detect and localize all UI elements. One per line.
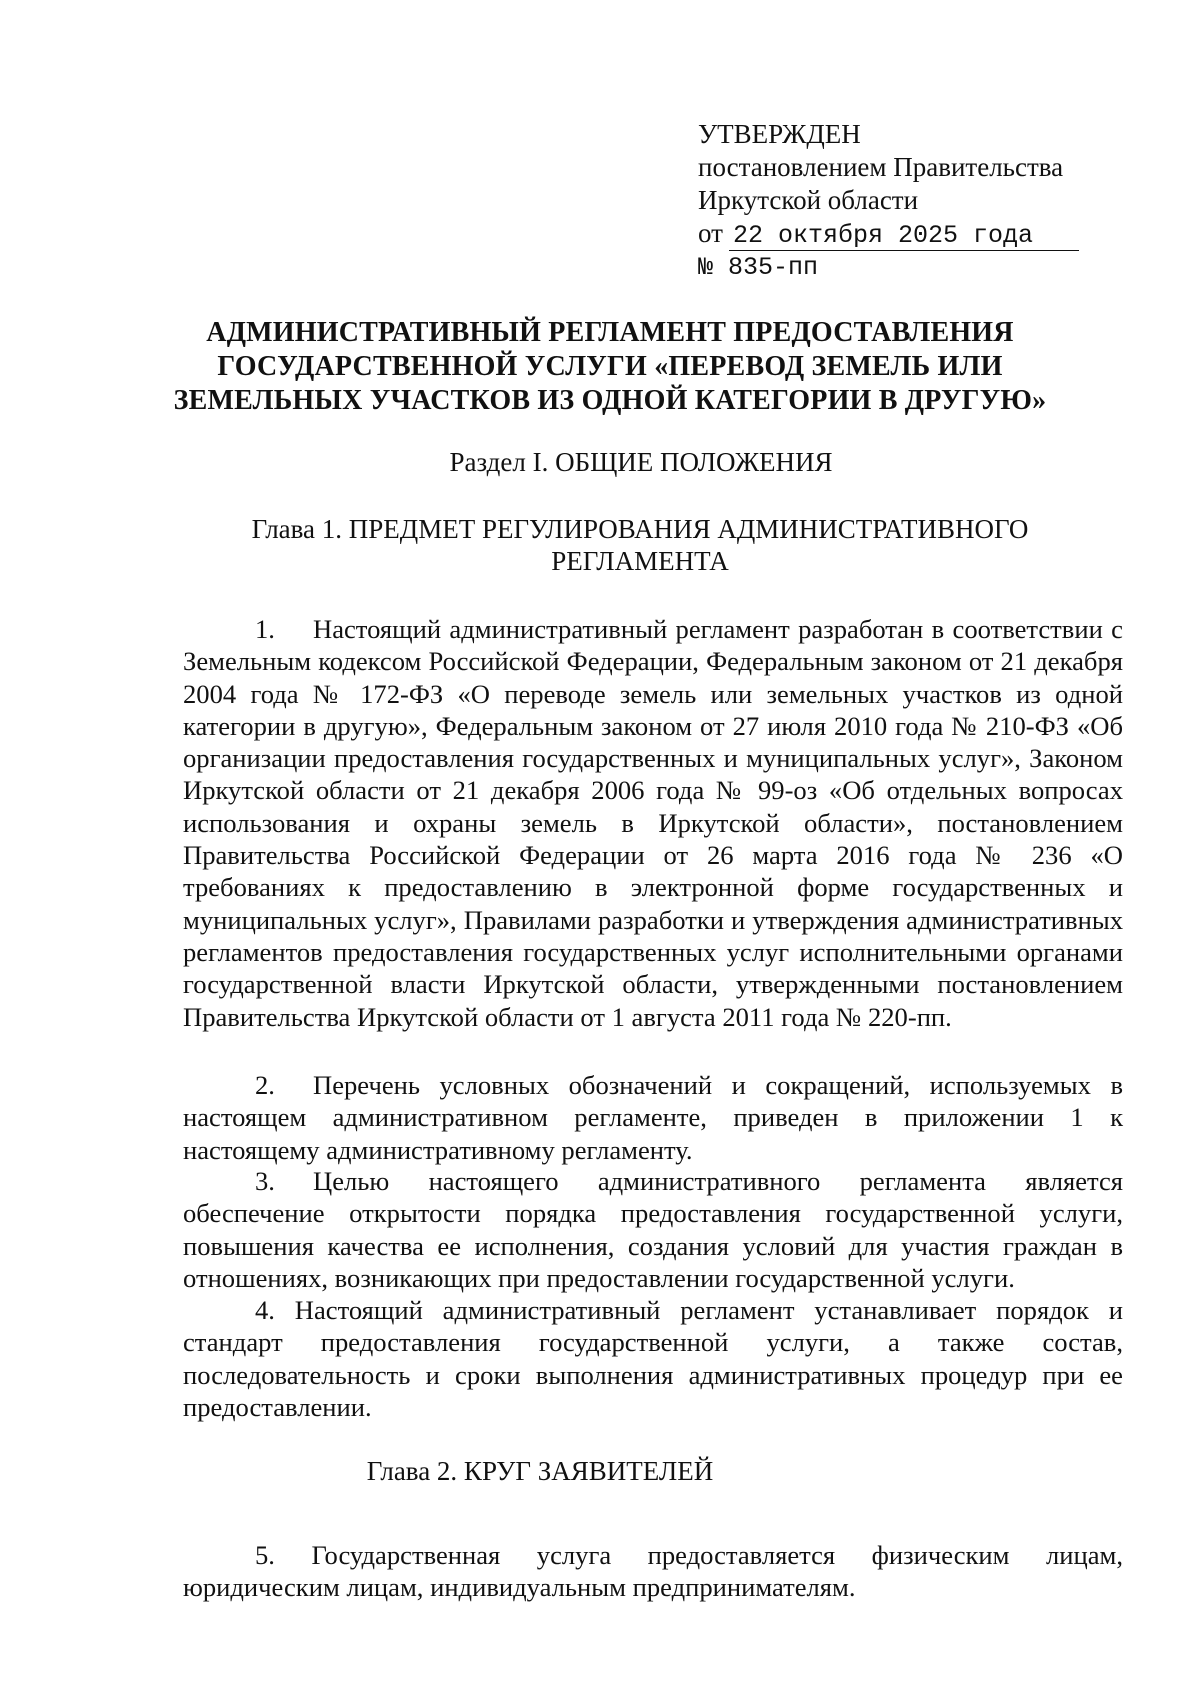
paragraph-2-text: Перечень условных обозначений и сокращений, используемых в настоящем административном регламенте, приведен в приложении 1 к настоящему административному регламенту. bbox=[183, 1070, 1123, 1165]
paragraph-4-number: 4. bbox=[255, 1295, 275, 1325]
approval-stamp bbox=[698, 118, 1079, 284]
approval-heading: УТВЕРЖДЕН bbox=[698, 119, 861, 149]
approval-date-row bbox=[698, 217, 1079, 251]
document-title-line1: АДМИНИСТРАТИВНЫЙ РЕГЛАМЕНТ ПРЕДОСТАВЛЕНИЯ bbox=[206, 317, 1014, 348]
document-title bbox=[150, 316, 1070, 418]
chapter1-heading bbox=[180, 513, 1100, 577]
approval-date-value: 22 октября 2025 года bbox=[729, 222, 1079, 251]
paragraph-3 bbox=[183, 1165, 1123, 1294]
paragraph-5-number: 5. bbox=[255, 1540, 275, 1570]
paragraph-1-text: Настоящий административный регламент разработан в соответствии с Земельным кодексом Российской Федерации, Федеральным законом от 21 декабря 2004 года № 172-ФЗ «О переводе земель или земельных участков из одной категории в другую», Федеральным законом от 27 июля 2010 года № 210-ФЗ «Об организации предоставления государственных и муниципальных услуг», Законом Иркутской области от 21 декабря 2006 года № 99-оз «Об отдельных вопросах использования и охраны земель в Иркутской области», постановлением Правительства Российской Федерации от 26 марта 2016 года № 236 «О требованиях к предоставлению в электронной форме государственных и муниципальных услуг», Правилами разработки и утверждения административных регламентов предоставления государственных услуг исполнительными органами государственной власти Иркутской области, утвержденными постановлением Правительства Иркутской области от 1 августа 2011 года № 220-пп. bbox=[183, 614, 1123, 1032]
document-title-line3: ЗЕМЕЛЬНЫХ УЧАСТКОВ ИЗ ОДНОЙ КАТЕГОРИИ В ДРУГУЮ» bbox=[173, 385, 1047, 416]
paragraph-4 bbox=[183, 1294, 1123, 1423]
approval-issuer-line2: Иркутской области bbox=[698, 185, 919, 215]
chapter1-heading-line2: РЕГЛАМЕНТА bbox=[551, 546, 729, 576]
paragraph-3-number: 3. bbox=[255, 1166, 275, 1196]
paragraph-3-text: Целью настоящего административного регламента является обеспечение открытости порядка предоставления государственной услуги, повышения качества ее исполнения, создания условий для участия граждан в отношениях, возникающих при предоставлении государственной услуги. bbox=[183, 1166, 1123, 1293]
approval-date-prefix: от bbox=[698, 218, 723, 248]
paragraph-1 bbox=[183, 613, 1123, 1033]
approval-number: № 835-пп bbox=[698, 253, 819, 282]
approval-issuer-line1: постановлением Правительства bbox=[698, 152, 1064, 182]
chapter2-heading: Глава 2. КРУГ ЗАЯВИТЕЛЕЙ bbox=[366, 1456, 714, 1486]
paragraph-1-number: 1. bbox=[255, 614, 275, 644]
section-heading: Раздел I. ОБЩИЕ ПОЛОЖЕНИЯ bbox=[449, 447, 833, 477]
paragraph-5 bbox=[183, 1539, 1123, 1604]
paragraph-5-text: Государственная услуга предоставляется физическим лицам, юридическим лицам, индивидуальным предпринимателям. bbox=[183, 1540, 1123, 1603]
paragraph-4-text: Настоящий административный регламент устанавливает порядок и стандарт предоставления государственной услуги, а также состав, последовательность и сроки выполнения административных процедур при ее предоставлении. bbox=[183, 1295, 1123, 1422]
paragraph-2 bbox=[183, 1069, 1123, 1166]
document-title-line2: ГОСУДАРСТВЕННОЙ УСЛУГИ «ПЕРЕВОД ЗЕМЕЛЬ ИЛИ bbox=[217, 351, 1003, 382]
paragraph-2-number: 2. bbox=[255, 1070, 275, 1100]
chapter1-heading-line1: Глава 1. ПРЕДМЕТ РЕГУЛИРОВАНИЯ АДМИНИСТРАТИВНОГО bbox=[251, 514, 1029, 544]
